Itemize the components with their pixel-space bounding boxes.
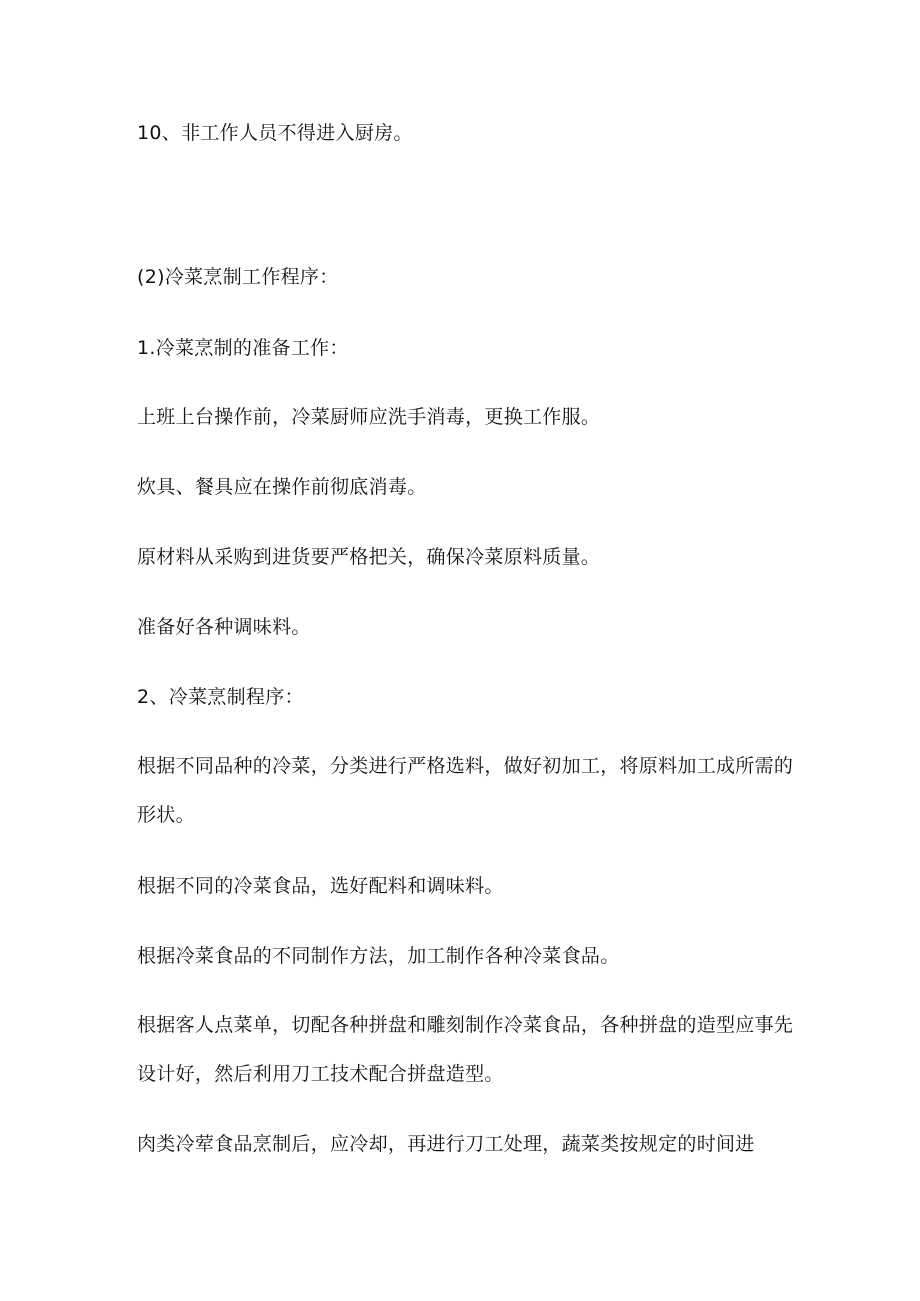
- paragraph-preparation-methods: 根据冷菜食品的不同制作方法，加工制作各种冷菜食品。: [137, 945, 620, 967]
- paragraph-select-materials: 根据不同品种的冷菜，分类进行严格选料，做好初加工，将原料加工成所需的形状。: [137, 755, 794, 826]
- paragraph-meat-cooling: 肉类冷荤食品烹制后，应冷却，再进行刀工处理，蔬菜类按规定的时间进: [137, 1133, 755, 1155]
- subheading-procedure: 2、冷菜烹制程序：: [137, 686, 304, 708]
- paragraph-wash-hands: 上班上台操作前，冷菜厨师应洗手消毒，更换工作服。: [137, 406, 601, 428]
- paragraph-disinfect-utensils: 炊具、餐具应在操作前彻底消毒。: [137, 476, 427, 498]
- subheading-preparation: 1.冷菜烹制的准备工作：: [137, 337, 349, 359]
- section-heading-cold-dish: (2)冷菜烹制工作程序：: [137, 266, 339, 288]
- paragraph-platter-design: 根据客人点菜单，切配各种拼盘和雕刻制作冷菜食品，各种拼盘的造型应事先设计好，然后利用刀工技术配合拼盘造型。: [137, 1014, 794, 1085]
- paragraph-rule-10: 10、非工作人员不得进入厨房。: [137, 122, 413, 144]
- paragraph-select-ingredients: 根据不同的冷菜食品，选好配料和调味料。: [137, 875, 504, 897]
- paragraph-raw-materials: 原材料从采购到进货要严格把关，确保冷菜原料质量。: [137, 546, 601, 568]
- paragraph-seasonings: 准备好各种调味料。: [137, 616, 311, 638]
